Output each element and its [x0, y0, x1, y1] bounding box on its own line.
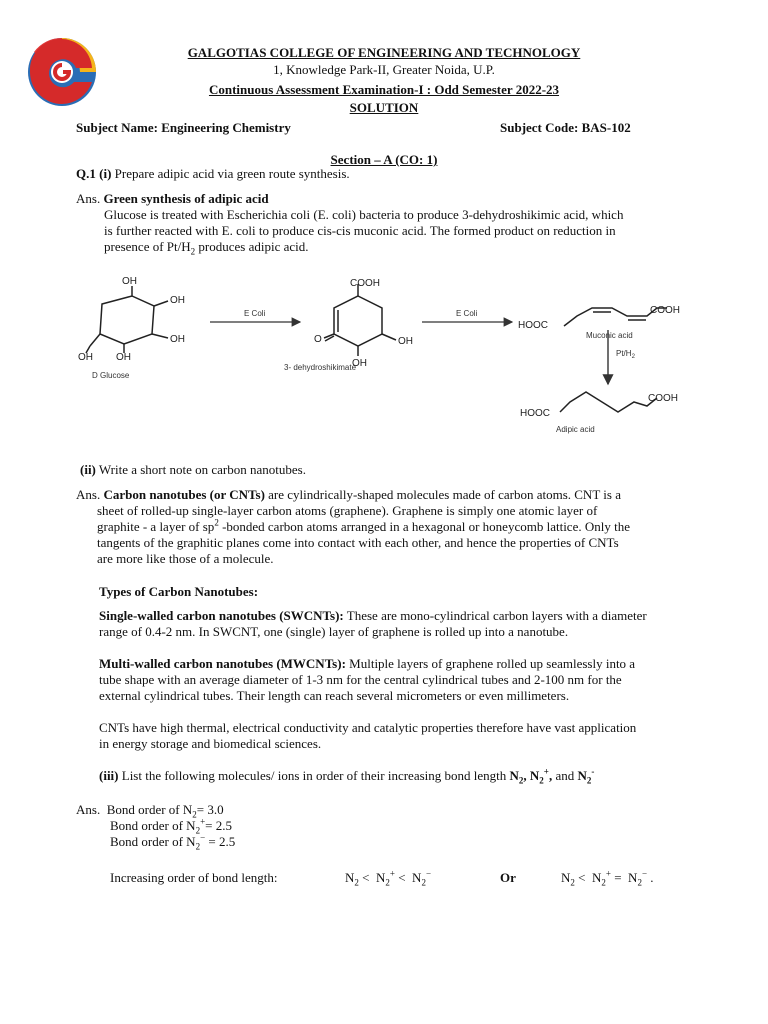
college-address: 1, Knowledge Park-II, Greater Noida, U.P. — [273, 62, 495, 77]
ecoli-label: E Coli — [244, 309, 266, 318]
question-3: (iii) List the following molecules/ ions in order of their increasing bond length $N_2$, $N_2^+$, and $N_2^-$ — [99, 766, 595, 786]
oh-label: OH — [116, 352, 131, 363]
types-heading: Types of Carbon Nanotubes: — [99, 584, 259, 599]
oh-label: OH — [170, 295, 185, 306]
question-text: Prepare adipic acid via green route synthesis. — [114, 166, 350, 181]
question-part: (iii) — [99, 768, 119, 783]
section-heading: Section – A (CO: 1) — [330, 152, 438, 167]
answer-1-heading — [76, 191, 269, 207]
or-label: Or — [500, 870, 516, 885]
college-name: GALGOTIAS COLLEGE OF ENGINEERING AND TECHNOLOGY — [187, 45, 581, 60]
oh-label: OH — [78, 352, 93, 363]
cooh-label: COOH — [648, 393, 678, 404]
oh-label: OH — [122, 276, 137, 287]
question-2 — [80, 462, 306, 478]
answer-label: Ans. — [76, 191, 101, 206]
dhs-ring — [334, 296, 382, 346]
bond-order-n2-plus: Bond order of $N_2^+= 2.5$ — [110, 816, 232, 836]
pt-h2-label: $Pt/H_2$ — [616, 349, 635, 360]
answer-heading: Green synthesis of adipic acid — [103, 191, 269, 206]
answer-2-line: graphite - a layer of $sp^2$ -bonded carbon atoms arranged in a hexagonal or honeycomb lattice. Only the — [97, 517, 630, 534]
muconic-label: Muconic acid — [586, 331, 633, 340]
answer-1-line: presence of $Pt/H_2$ produces adipic acid. — [104, 239, 309, 257]
question-number: Q.1 — [76, 166, 96, 181]
question-part: (i) — [99, 166, 112, 181]
mwcnt-line: tube shape with an average diameter of 1-3 nm for the central cylindrical tubes and 2-100 nm for the — [99, 672, 622, 687]
glucose-ring — [100, 296, 154, 344]
solution-title: SOLUTION — [349, 100, 419, 115]
bond-length-order-label: Increasing order of bond length: — [110, 870, 278, 885]
answer-2-line: Ans. Carbon nanotubes (or CNTs) are cylindrically-shaped molecules made of carbon atoms. CNT is a — [76, 487, 621, 502]
bond-order-n2-minus: Bond order of $N_2^- = 2.5$ — [110, 832, 236, 852]
bond-order-n2: Ans. Bond order of $N_2= 3.0$ — [76, 802, 224, 820]
question-text: List the following molecules/ ions in order of their increasing bond length — [118, 768, 510, 783]
glucose-label: D Glucose — [92, 371, 130, 380]
dhs-label: 3- dehydroshikimate — [284, 363, 357, 372]
bond-length-order-2: $N_2 < N_2^+ = N_2^-$ . — [561, 868, 654, 888]
adipic-label: Adipic acid — [556, 425, 595, 434]
subject-name: Subject Name: Engineering Chemistry — [76, 120, 291, 135]
question-1 — [76, 166, 350, 182]
mwcnt-line: external cylindrical tubes. Their length can reach several micrometers or even millimeters. — [99, 688, 570, 703]
question-part: (ii) — [80, 462, 96, 477]
ketone-o-label: O — [314, 334, 322, 345]
hooc-label: HOOC — [520, 408, 550, 419]
mwcnt-line: Multi-walled carbon nanotubes (MWCNTs): Multiple layers of graphene rolled up seamlessly into a — [99, 656, 636, 671]
applications-line: in energy storage and biomedical sciences. — [99, 736, 322, 751]
answer-2-line: sheet of rolled-up single-layer carbon atoms (graphene). Graphene is simply one atomic layer of — [97, 503, 598, 518]
answer-1-line: Glucose is treated with Escherichia coli (E. coli) bacteria to produce 3-dehydroshikimic acid, which — [104, 207, 624, 222]
oh-label: OH — [352, 358, 367, 369]
ecoli-label: E Coli — [456, 309, 478, 318]
oh-label: OH — [170, 334, 185, 345]
question-text: Write a short note on carbon nanotubes. — [98, 462, 306, 477]
applications-line: CNTs have high thermal, electrical conductivity and catalytic properties therefore have vast application — [99, 720, 637, 735]
answer-2-line: are more like those of a molecule. — [97, 551, 274, 566]
answer-1-line: is further reacted with E. coli to produce cis-cis muconic acid. The formed product on reduction in — [104, 223, 616, 238]
swcnt-line: Single-walled carbon nanotubes (SWCNTs): These are mono-cylindrical carbon layers with a diameter — [99, 608, 647, 623]
cooh-label: COOH — [350, 278, 380, 289]
cooh-label: COOH — [650, 305, 680, 316]
oh-label: OH — [398, 336, 413, 347]
exam-title: Continuous Assessment Examination-I : Odd Semester 2022-23 — [208, 82, 560, 97]
answer-2-line: tangents of the graphitic planes come into contact with each other, and hence the properties of CNTs — [97, 535, 619, 550]
bond-length-order-1: $N_2 < N_2^+ < N_2^-$ — [345, 868, 432, 888]
hooc-label: HOOC — [518, 320, 548, 331]
adipic-acid-scheme — [72, 256, 698, 444]
swcnt-line: range of 0.4-2 nm. In SWCNT, one (single) layer of graphene is rolled up into a nanotube. — [99, 624, 569, 639]
subject-code: Subject Code: BAS-102 — [500, 120, 631, 135]
